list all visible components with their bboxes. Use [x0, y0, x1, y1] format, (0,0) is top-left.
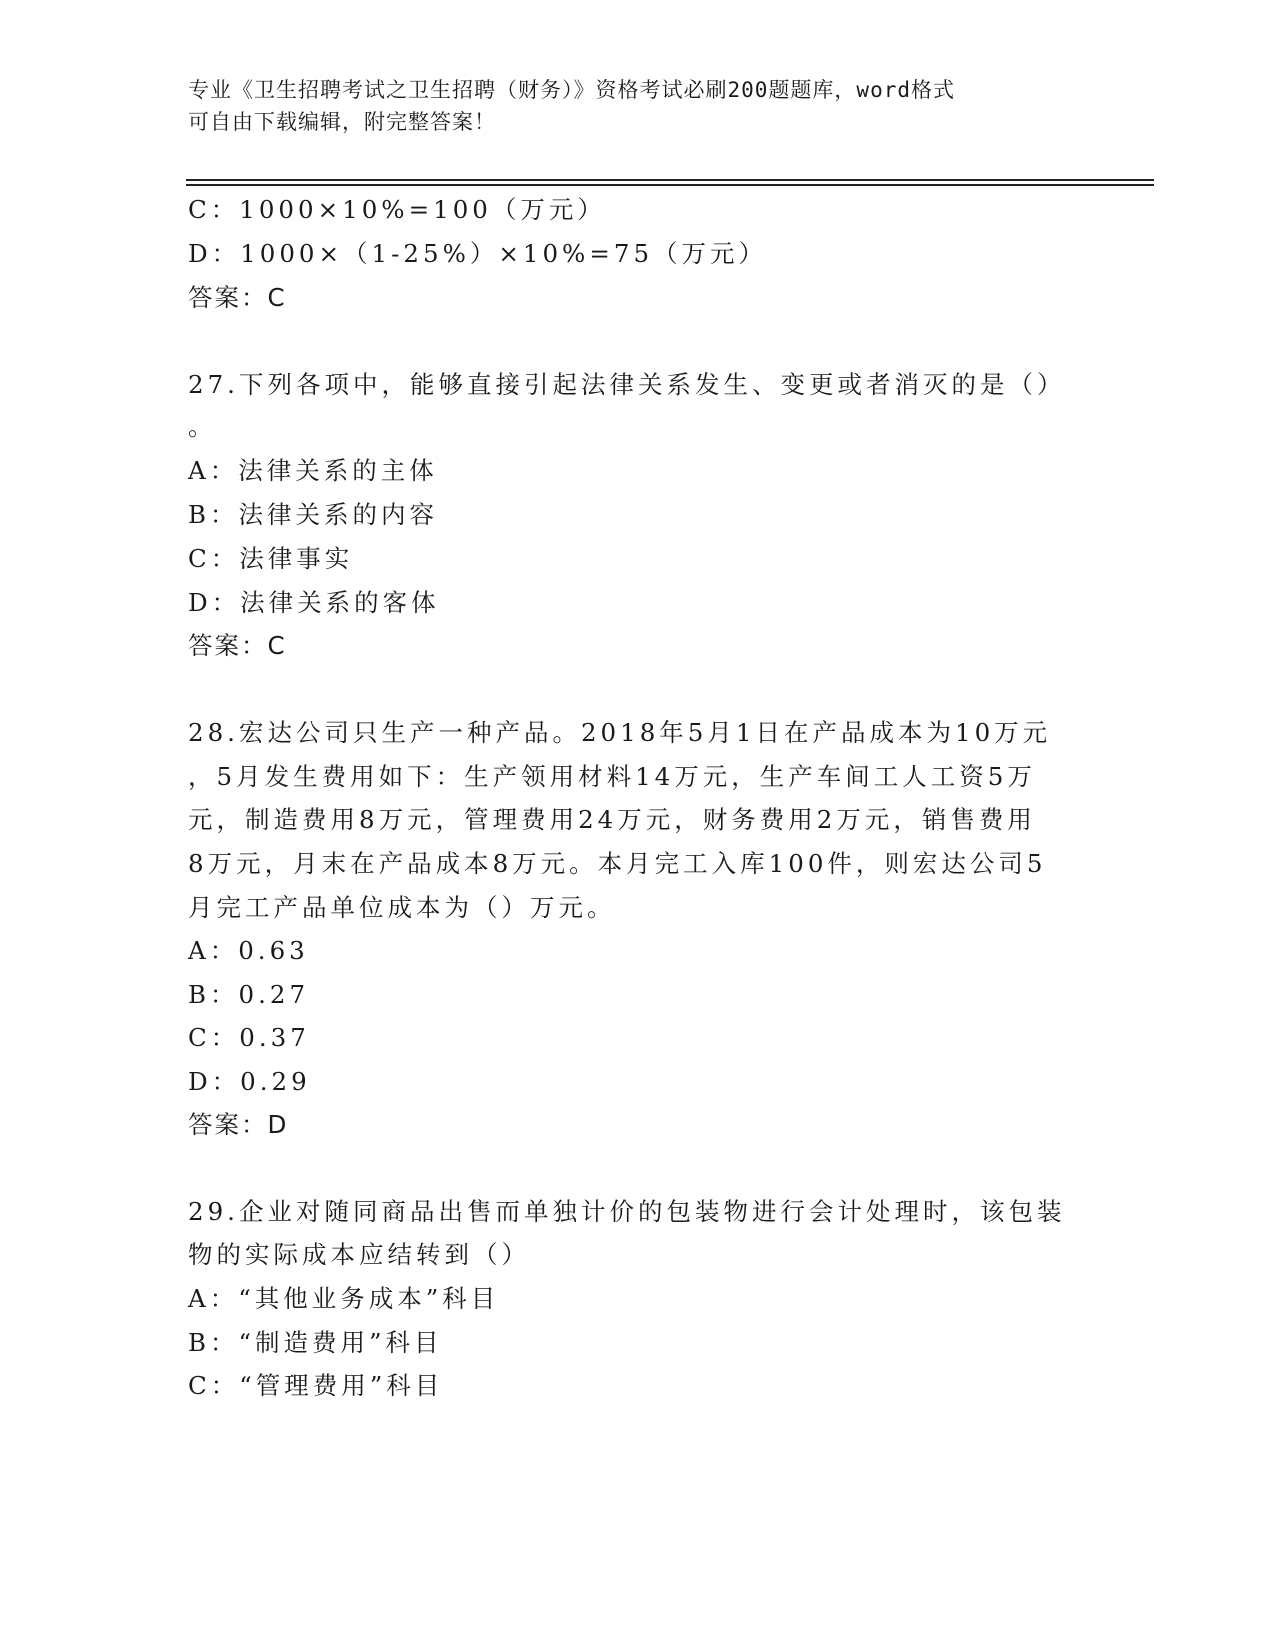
- q28-stem-line-4: 8万元，月末在产品成本8万元。本月完工入库100件，则宏达公司5: [188, 849, 1047, 878]
- q28-option-c: C：0.37: [188, 1023, 310, 1052]
- q29-stem-line-1: 29.企业对随同商品出售而单独计价的包装物进行会计处理时，该包装: [188, 1197, 1066, 1226]
- header-title-line-2: 可自由下载编辑，附完整答案！: [188, 110, 496, 134]
- q27-option-a: A：法律关系的主体: [188, 456, 438, 485]
- header-title-line-1: 专业《卫生招聘考试之卫生招聘（财务）》资格考试必刷200题题库，word格式: [188, 78, 955, 102]
- q27-answer: 答案：C: [188, 631, 287, 660]
- q28-stem-line-2: ，5月发生费用如下：生产领用材料14万元，生产车间工人工资5万: [188, 762, 1036, 791]
- q27-stem-line-1: 27.下列各项中，能够直接引起法律关系发生、变更或者消灭的是（）: [188, 370, 1066, 399]
- header-divider-top: [186, 179, 1154, 181]
- document-header: [188, 74, 1068, 138]
- q29-stem-line-2: 物的实际成本应结转到（）: [188, 1240, 530, 1269]
- prev-option-c: C：1000×10%=100（万元）: [188, 195, 606, 224]
- prev-answer: 答案：C: [188, 283, 287, 312]
- q28-stem-line-1: 28.宏达公司只生产一种产品。2018年5月1日在产品成本为10万元: [188, 718, 1052, 747]
- q28-option-a: A：0.63: [188, 936, 309, 965]
- q28-option-d: D：0.29: [188, 1067, 311, 1096]
- prev-option-d: D：1000×（1-25%）×10%=75（万元）: [188, 239, 768, 268]
- q29-option-a: A：“其他业务成本”科目: [188, 1284, 500, 1313]
- q27-option-d: D：法律关系的客体: [188, 588, 440, 617]
- q28-answer: 答案：D: [188, 1110, 289, 1139]
- q29-option-c: C：“管理费用”科目: [188, 1371, 444, 1400]
- q27-option-b: B：法律关系的内容: [188, 500, 439, 529]
- q29-option-b: B：“制造费用”科目: [188, 1328, 443, 1357]
- q28-stem-line-3: 元，制造费用8万元，管理费用24万元，财务费用2万元，销售费用: [188, 805, 1036, 834]
- q27-option-c: C：法律事实: [188, 544, 354, 573]
- q27-stem-line-2: 。: [188, 412, 217, 441]
- q28-stem-line-5: 月完工产品单位成本为（）万元。: [188, 893, 616, 922]
- header-divider-bottom: [186, 184, 1154, 186]
- q28-option-b: B：0.27: [188, 980, 310, 1009]
